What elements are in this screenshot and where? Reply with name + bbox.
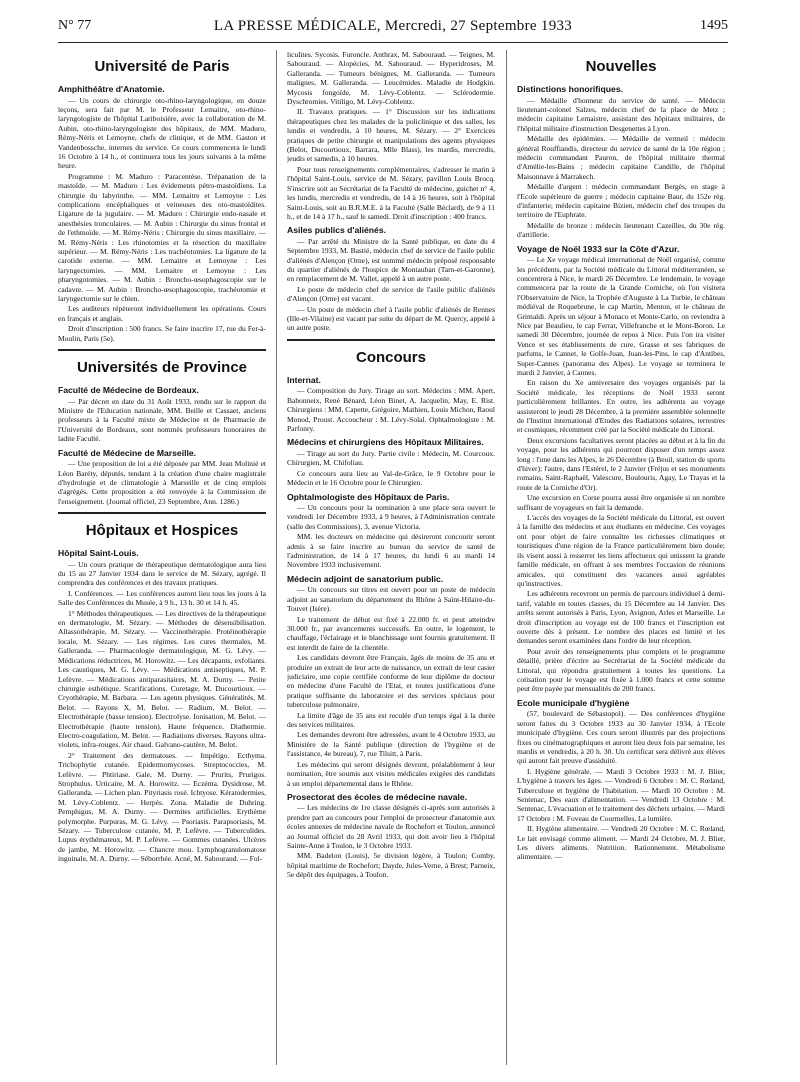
paragraph: 1° Méthodes thérapeutiques. — Les directives de la thérapeutique en dermatologie, M. Sézary. — Méthodes de désensibilisation. Allassothérapie, M. Sézary. — Vaccinothérapie. Protéinothérapie locale, M. Sézary. — Les régimes. Les cures thermales, M. Galleranda. — Pharmacologie dermatologique, M. G. Lévy. — Médications réductrices, M. Horowitz. — Les décapants, exfoliants. Les caustiques, M. G. Lévy. — Médications antiseptiques, M. P. Lefèvre. — Médications antiparasitaires, M. A. Durny. — Petite chirurgie esthétique. Scarifications. Curetage, M. Ducourtioux. — Cryothérapie, M. Barbara. — Les agents physiques. Généralités, M. Belot. — Rayons X, M. Belot. — Radium, M. Belot. — Electrothérapie (basse tension). Electrolyse. Ionisation, M. Belot. — Electrothérapie (haute tension). Haute fréquence. Diathermie. Electro-coagulation, M. Belot. — Radiations diverses. Rayons ultra-violets, infra-rouges. Air chaud. Galvano-cautère, M. Belot. bbox=[58, 608, 266, 750]
paragraph: — Par décret en date du 31 Août 1933, rendu sur le rapport du Ministre de l'Education nationale, MM. Beille et Cassaet, anciens professeurs à la Faculté mixte de Médecine et de Pharmacie de l'Université de Bordeaux, sont nommés professeurs honoraires de ladite Faculté. bbox=[58, 396, 266, 444]
paragraph: En raison du Xe anniversaire des voyages organisés par la Société médicale, les réceptions de Noël 1933 seront particulièrement brillantes. En outre, les adhérents au voyage assisteront le jeudi 28 Décembre, à la première assemblée solennelle de l'Institut international d'Etudes des Radiations solaires, terrestres et cosmiques, récemment créé par la Société médicale du Littoral. bbox=[517, 378, 725, 435]
section-title-universites-province: Universités de Province bbox=[76, 359, 248, 377]
journal-title: LA PRESSE MÉDICALE, Mercredi, 27 Septembre 1933 bbox=[213, 18, 573, 34]
subheading: Médecin adjoint de sanatorium public. bbox=[287, 573, 444, 584]
paragraph: — Médaille d'honneur du service de santé. — Médecin lieutenant-colonel Salzes, médecin chef de la place de Metz ; médecin capitaine Lemaistre, assistant des hôpitaux militaires, de l'hôpital militaire d'instruction Desgenettes à Lyon. bbox=[517, 95, 725, 133]
header-rule bbox=[58, 42, 728, 43]
page-number: 1495 bbox=[700, 18, 728, 33]
subheading: Internat. bbox=[287, 374, 321, 385]
paragraph: Les candidats devront être Français, âgés de moins de 35 ans et produire un extrait de leur acte de naissance, un extrait de leur casier judiciaire, une copie certifiée conforme de leur diplôme de docteur en médecine d'une Faculté de l'Etat, et toutes justifications d'une pratique suffisante du laboratoire et des services spéciaux pour tuberculose pulmonaire. bbox=[287, 653, 495, 710]
paragraph: Droit d'inscription : 500 francs. Se faire inscrire 17, rue du Fer-à-Moulin, Paris (5e). bbox=[58, 324, 266, 343]
paragraph: II. Hygiène alimentaire. — Vendredi 20 Octobre : M. C. Rœland, Le lait envisagé comme aliment. — Mardi 24 Octobre, M. J. Blier, Les divers aliments. Nutrition. Rationnement. Métabolisme alimentaire. — bbox=[517, 824, 725, 862]
paragraph: — Les médecins de 1re classe désignés ci-après sont autorisés à prendre part au concours pour l'emploi de prosecteur d'anatomie aux écoles annexes de médecine navale de Rochefort et Toulon, annoncé au Journal officiel du 28 Avril 1933, qui doit avoir lieu à l'hôpital Sainte-Anne à Toulon, le 3 Octobre 1933. bbox=[287, 803, 495, 851]
paragraph: — Un cours de chirurgie oto-rhino-laryngologique, en douze leçons, sera fait par M. le Professeur Lemaitre, oto-rhino-laryngologiste de l'hôpital Lariboisière, avec la collaboration de M. Aubin, oto-rhino-laryngologiste des hôpitaux, de MM. Maduro, Rémy-Néris et Lemoyne, chefs de clinique, et de MM. Gaston et Vandenbossche, internes du service. Ce cours commencera le lundi 16 Octobre à 14 h., et continuera tous les jours suivants à la même heure. bbox=[58, 95, 266, 171]
subheading bbox=[517, 698, 725, 709]
issue-number: N° 77 bbox=[58, 18, 92, 33]
paragraph: Les médecins qui seront désignés devront, préalablement à leur nomination, être soumis aux visites médicales exigées des candidats à un emploi départemental dans le Rhône. bbox=[287, 759, 495, 788]
paragraph: L'accès des voyages de la Société médicale du Littoral, est ouvert à la famille des médecins et aux étudiants en médecine. Ces voyages ont pour objet de faire connaître les richesses climatiques et touristiques d'une région de la France particulièrement bien douée; ils visent aussi à resserrer les liens affectueux qui unissent la grande famille médicale, en offrant à ses membres l'occasion de réunions amicales, qui constituent des vacances aussi agréables qu'instructives. bbox=[517, 513, 725, 588]
paragraph: Pour avoir des renseignements plus complets et le programme détaillé, prière d'écrire au Secrétariat de la Société médicale du Littoral, qui répondra gratuitement à toutes les questions. La cotisation pour le voyage est fixée à 1.000 francs et cette somme peut être payée par mensualités de 200 francs. bbox=[517, 646, 725, 694]
paragraph: Programme : M. Maduro : Paracentèse. Trépanation de la mastoïde. — M. Maduro : Les évidements pétro-mastoïdiens. La chirurgie du labyrinthe. — MM. Lemaitre et Lemoyne : Les complications encéphaliques et veineuses des oto-mastoïdites. Ligature de la jugulaire. — M. Maduro : Chirurgie endo-nasale et anesthésies tronculaires. — M. Aubin : Chirurgie du sinus frontal et de l'ethmoïde. — M. Rémy-Néris : Chirurgie du sinus maxillaire. — M. Rémy-Néris : Les rhinotomies et la résection du maxillaire supérieur. — M. Rémy-Néris : Les trachéotomies. La ligature de la carotide externe. — MM. Lemaitre et Lemoyne : Les laryngectomies. — MM. Lemaitre et Lemoyne : Les pharyngotomies. — M. Aubin : Broncho-œsophagoscopie sur le cadavre. — M. Aubin : Broncho-œsophagoscopie, trachéotomie et laryngectomie sur le chien. bbox=[58, 171, 266, 304]
paragraph: — Composition du Jury. Tirage au sort. Médecins : MM. Apert, Babonneix, René Bénard, Léon Binet, A. Jacquelin, May, E. Rist. Chirurgiens : MM. Capette, Grégoire, Mathieu, Louis Michon, Raoul Monod, Proust. Accoucheur : M. Lévy-Solal. Ophtalmologiste : M. Parfonry. bbox=[287, 386, 495, 433]
paragraph: Ce concours aura lieu au Val-de-Grâce, le 9 Octobre pour le Médecin et le 16 Octobre pour le Chirurgien. bbox=[287, 468, 495, 488]
paragraph: 2° Traitement des dermatoses. — Impétigo. Ecthyma. Trichophytie cutanée. Epidermomycoses. Streptococcies, M. Lefèvre. — Phtiriase. Gale, M. Durny. — Prurits, Prurigos. Strophulus. Urticaire, M. A. Horowitz. — Eczéma. Dysidrose, M. Galleranda. — Lichen plan. Pityriasis rosé. Ichtyose. Kératodermies, M. Lévy-Coblentz. — Herpès. Zona. Maladie de Duhring. Pemphigus, M. A. Durny. — Dermites artificielles. Erythème polymorphe. Purpuras, M. G. Lévy. — Psoriasis. Parapsoriasis, M. Sézary. — Tuberculose cutanée, M. P. Lefèvre. — Tuberculides. Lupus érythémateux, M. P. Lefèvre. — Gommes cutanées. Ulcères de jambe, M. Horowitz. — Chancre mou. Lymphogranulomatose inguinale, M. A. Durny. — Séborrhée. Acné, M. Sabouraud. — Fol- bbox=[58, 750, 266, 864]
section-title-concours: Concours bbox=[355, 348, 426, 366]
paragraph: MM. Badelon (Louis), 5e division légère, à Toulon; Comby, hôpital maritime de Rochefort; Dayde, Jules-Verne, à Brest; Parneix, 5e dépôt des équipages, à Toulon. bbox=[287, 851, 495, 880]
paragraph: I. Hygiène générale. — Mardi 3 Octobre 1933 : M. J. Blier, L'hygiène à travers les âges. — Vendredi 6 Octobre : M. C. Rœland, Tuberculose et hygiène de l'habitation. — Mardi 10 Octobre : M. Sentenac, Des eaux d'alimentation. — Vendredi 13 Octobre : M. Sentenac, L'évacuation et le traitement des déchets urbains. — Mardi 17 Octobre : M. Foveau de Courmelles, La lumière. bbox=[517, 766, 725, 823]
paragraph: liculites. Sycosis. Furoncle. Anthrax, M. Sabouraud. — Teignes, M. Sabouraud. — Alopécies, M. Sabouraud. — Hyperidroses, M. Galleranda. — Tumeurs bénignes, M. Galleranda. — Tumeurs malignes, M. Galleranda. — Leucémides. Maladie de Hodgkin. Mycosis fongoïde, M. Lévy-Coblentz. — Sclérodermie. Dyschromies. Vitiligo, M. Lévy-Coblentz. bbox=[287, 50, 495, 107]
paragraph: La limite d'âge de 35 ans est reculée d'un temps égal à la durée des services militaires. bbox=[287, 710, 495, 730]
paragraph: — Le Xe voyage médical international de Noël organisé, comme les précédents, par la Société médicale du Littoral méditerranéen, se concentrera à Nice, le mardi 26 Décembre. Le lendemain, le voyage commencera par la route de la Grande Corniche, où l'on visitera l'Observatoire de Nice, la Trophée d'Auguste à La Turbie, le château médiéval de Roquebrune, le cap Martin, Menton, et le château de Grimaldi. Après un séjour à Monaco et Monte-Carlo, on reviendra à Nice par Beaulieu, le cap Ferrat, Villefranche et le Mont-Boron. Le samedi 30 Décembre, journée de repos à Nice. Puis l'on ira visiter Vence et ses établissements de cure, Grasse et ses fabriques de parfums, le Cannet, le Golfe-Juan, Juan-les-Pins, le cap d'Antibes, Super-Cannes (panorama des Alpes). Le voyage se terminera le mardi 2 Janvier, à Cannes. bbox=[517, 255, 725, 377]
paragraph: — Un concours sur titres est ouvert pour un poste de médecin adjoint au sanatorium du département du Rhône à Saint-Hilaire-du-Touvet (Isère). bbox=[287, 585, 495, 614]
section-rule bbox=[58, 512, 266, 514]
subheading: Distinctions honorifiques. bbox=[517, 84, 623, 94]
column-divider bbox=[506, 50, 507, 1065]
paragraph: Le traitement de début est fixé à 22.000 fr. et peut atteindre 30.000 fr., par avancements successifs. En outre, le logement, le chauffage, l'éclairage et le blanchissage sont fournis gratuitement. Il est interdit de faire de la clientèle. bbox=[287, 614, 495, 652]
paragraph: Pour tous renseignements complémentaires, s'adresser le matin à l'hôpital Saint-Louis, service de M. Sézary, pavillon Louis Brocq. S'inscrire soit au Secrétariat de la Faculté de médecine, guichet n° 4, les lundis, mercredis et vendredis, de 14 à 16 heures, soit à l'hôpital Saint-Louis, soit au B.R.M.E. à la Faculté (Salle Béclard), de 9 à 11 h., et de 14 à 17 h., sauf le samedi. Droit d'inscription : 400 francs. bbox=[287, 164, 495, 221]
subheading: Asiles publics d'aliénés. bbox=[287, 225, 387, 236]
paragraph: (57, boulevard de Sébastopol). — Des conférences d'hygiène seront faites du 3 Octobre 1933 au 30 Janvier 1934, à l'Ecole municipale d'hygiène. Ces cours seront illustrés par des projections fixes ou cinématographiques et auront lieu deux fois par semaine, les mardis et vendredis, à 20 h. 30. Un certificat sera délivré aux élèves qui auront fait preuve d'assiduité. bbox=[517, 709, 725, 766]
paragraph: — Un cours pratique de thérapeutique dermatologique aura lieu du 15 au 27 Janvier 1934 dans le service de M. Sézary, agrégé. Il comprendra des conférences et des travaux pratiques. bbox=[58, 559, 266, 588]
paragraph: Médaille de bronze : médecin lieutenant Cazeilles, du 30e rég. d'artillerie. bbox=[517, 220, 725, 240]
paragraph: MM. les docteurs en médecine qui désireront concourir seront admis à se faire inscrire au bureau du service de santé de l'administration, de 14 à 17 heures, du lundi 6 au mardi 14 Novembre 1933 inclusivement. bbox=[287, 532, 495, 570]
subheading: Amphithéâtre d'Anatomie. bbox=[58, 84, 165, 94]
paragraph: II. Travaux pratiques. — 1° Discussion sur les indications thérapeutiques chez les malades de la policlinique et des salles, les lundis et vendredis, à 10 heures, M. Sézary. — 2° Exercices pratiques de petite chirurgie et manipulations des agents physiques (Belot, Ducourtioux, Barrara, Mlle Blass), les mardis, mercredis, jeudis et samedis, à 10 heures. bbox=[287, 107, 495, 164]
section-title-hopitaux: Hôpitaux et Hospices bbox=[85, 522, 239, 540]
paragraph: Les demandes devront être adressées, avant le 4 Octobre 1933, au Ministère de la Santé publique (direction de l'hygiène et de l'assistance, 4e bureau), 7, rue Tilsitt, à Paris. bbox=[287, 730, 495, 759]
subheading: Ophtalmologiste des Hôpitaux de Paris. bbox=[287, 491, 450, 502]
section-rule bbox=[58, 349, 266, 351]
paragraph: Médaille d'argent : médecin commandant Bergès, en stage à l'Ecole supérieure de guerre ; médecin capitaine Baur, du 152e rég. d'infanterie; médecin capitaine Bizien, médecin chef des troupes du territoire de l'Euphrate. bbox=[517, 182, 725, 220]
paragraph: — Un concours pour la nomination à une place sera ouvert le vendredi 1er Décembre 1933, à 9 heures, à l'Administration centrale (salle des Commissions), 3, avenue Victoria. bbox=[287, 503, 495, 531]
paragraph: Le poste de médecin chef de service de l'asile public d'aliénés d'Alençon (Orne) est vacant. bbox=[287, 284, 495, 304]
column-left bbox=[58, 50, 266, 1070]
paragraph: — Un poste de médecin chef à l'asile public d'aliénés de Rennes (Ille-et-Vilaine) est vacant par suite du départ de M. Quercy, appelé à un autre poste. bbox=[287, 304, 495, 333]
subheading: Voyage de Noël 1933 sur la Côte d'Azur. bbox=[517, 243, 680, 254]
subheading: Prosectorat des écoles de médecine navale. bbox=[287, 791, 468, 802]
subheading: Faculté de Médecine de Marseille. bbox=[58, 447, 197, 458]
paragraph: — Par arrêté du Ministre de la Santé publique, en date du 4 Septembre 1933, M. Bastié, médecin chef de service de l'asile public d'aliénés d'Alençon (Orne), est nommé médecin préposé responsable du quartier d'aliénés de l'hospice de Montauban (Tarn-et-Garonne), en remplacement de M. Vallet, appelé à un autre poste. bbox=[287, 236, 495, 284]
paragraph: Les auditeurs répèteront individuellement les opérations. Cours en français et anglais. bbox=[58, 304, 266, 323]
subheading: Hôpital Saint-Louis. bbox=[58, 548, 139, 559]
subheading-text: Ecole municipale d'hygiène bbox=[517, 697, 630, 708]
paragraph: Médaille des épidémies. — Médaille de vermeil : médecin général Rouffiandis, directeur du service de santé de la 10e région ; médecin commandant Pauron, de l'hôpital militaire thermal d'Amélie-les-Bains ; médecin capitaine Candille, de l'hôpital Maisonnave à Marrakech. bbox=[517, 134, 725, 181]
paragraph: Les adhérents recevront un permis de parcours individuel à demi-tarif, valable en toutes classes, du 15 Décembre au 14 Janvier. Des arrêts seront autorisés à Paris, Lyon, Avignon, Arles et Marseille. Le droit d'inscription au voyage est de 100 francs et l'inscription est ouverte dès à présent. Le nombre des places est limité et les demandes seront examinées dans l'ordre de leur réception. bbox=[517, 589, 725, 646]
section-rule bbox=[287, 339, 495, 341]
section-title-universite-paris: Université de Paris bbox=[94, 58, 230, 75]
section-title-nouvelles: Nouvelles bbox=[585, 58, 657, 75]
column-right bbox=[517, 50, 725, 1070]
column-middle bbox=[287, 50, 495, 1070]
paragraph: Deux excursions facultatives seront placées au début et à la fin du voyage, pour les adhérents qui pourront disposer d'un temps assez long : l'une dans les Alpes, le 26 Décembre (à Beuil, station de sports d'hiver); l'autre, dans l'Estérel, le 2 Janvier (Fréjus et ses monuments romains, Saint-Raphaël, Valescure, Boulouris, Agay, Le Trayas et la route de la Corniche d'Or). bbox=[517, 435, 725, 492]
paragraph: I. Conférences. — Les conférences auront lieu tous les jours à la Salle des Conférences du Musée, à 9 h., 13 h. 30 et 14 h. 45. bbox=[58, 588, 266, 608]
paragraph: Une excursion en Corse pourra aussi être organisée si un nombre suffisant de voyageurs en fait la demande. bbox=[517, 493, 725, 512]
paragraph: — Une proposition de loi a été déposée par MM. Jean Molinié et Léon Baréty, députés, tendant à la création d'une chaire magistrale d'hydrologie et de climatologie à Marseille et de cinq emplois d'agrégés. Cette proposition a été renvoyée à la Commission de l'enseignement. (Journal officiel, 23 Septembre, Ann. 1286.) bbox=[58, 459, 266, 506]
subheading: Médecins et chirurgiens des Hôpitaux Militaires. bbox=[287, 437, 484, 448]
column-divider bbox=[276, 50, 277, 1065]
page-header bbox=[58, 18, 728, 40]
subheading: Faculté de Médecine de Bordeaux. bbox=[58, 385, 199, 396]
paragraph: — Tirage au sort du Jury. Partie civile : Médecin, M. Courcoux. Chirurgien, M. Chifoliau. bbox=[287, 448, 495, 468]
